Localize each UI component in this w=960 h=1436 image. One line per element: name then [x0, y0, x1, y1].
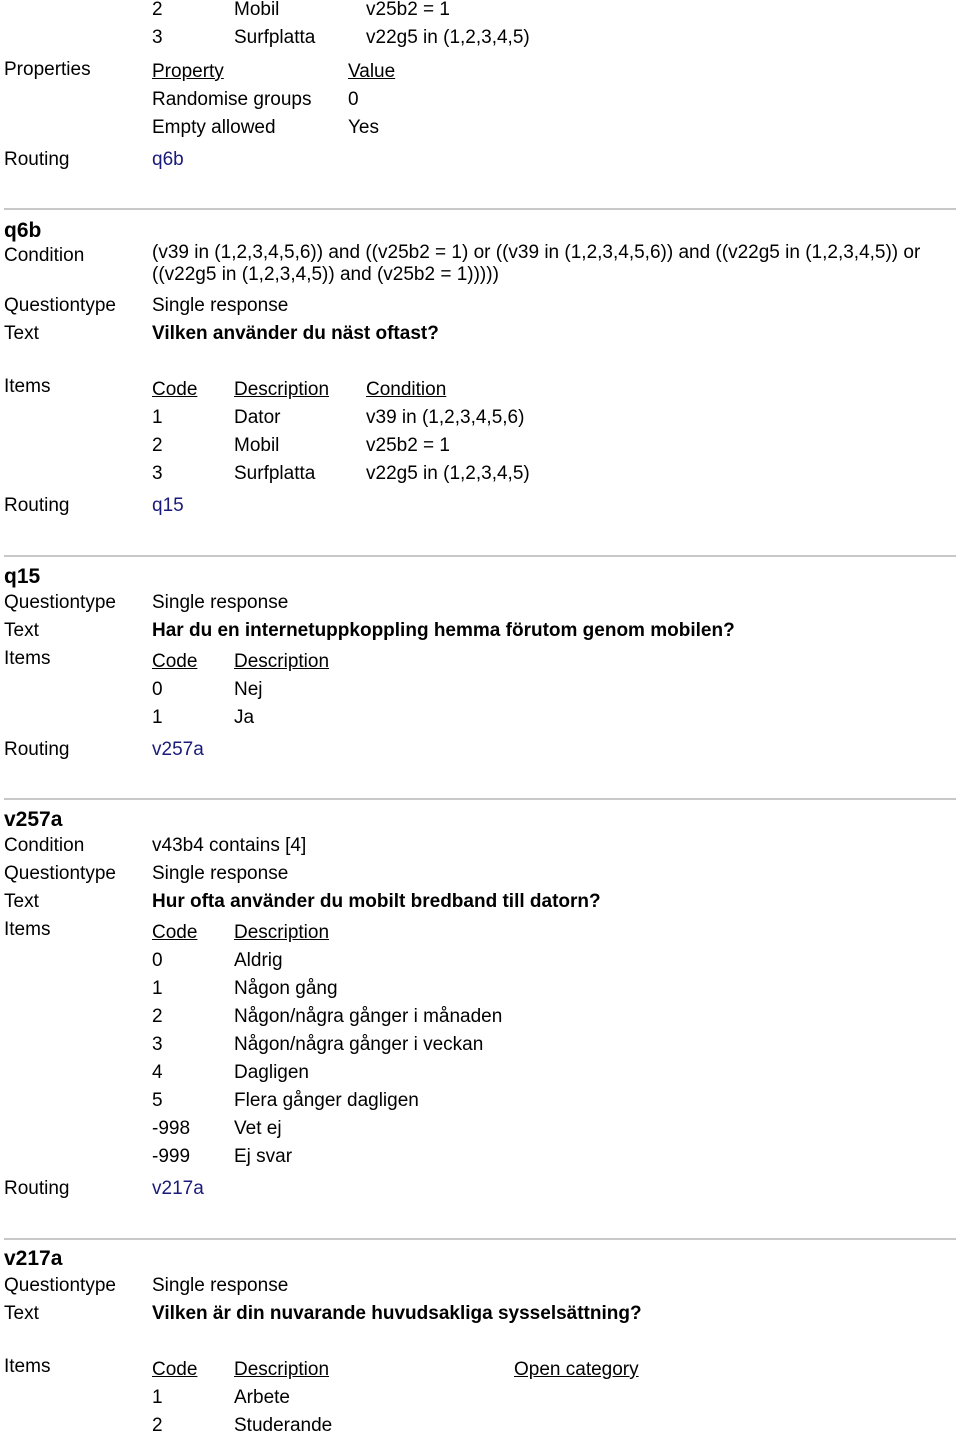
question-id: v217a: [4, 1247, 63, 1270]
item-code: 1: [152, 407, 163, 428]
text-label: Text: [4, 620, 39, 641]
item-description: Surfplatta: [234, 27, 316, 48]
property-name: Empty allowed: [152, 117, 276, 138]
item-code: 1: [152, 978, 163, 999]
section-divider: [4, 1238, 956, 1240]
property-value: 0: [348, 89, 359, 110]
item-description: Nej: [234, 679, 263, 700]
item-code: 1: [152, 1387, 163, 1408]
item-description: Dator: [234, 407, 281, 428]
questiontype-value: Single response: [152, 1275, 289, 1296]
routing-link[interactable]: q6b: [152, 149, 184, 170]
code-column-header: Code: [152, 651, 198, 672]
item-code: 0: [152, 679, 163, 700]
questiontype-value: Single response: [152, 295, 289, 316]
question-text: Har du en internetuppkoppling hemma förutom genom mobilen?: [152, 620, 735, 641]
condition-value: v43b4 contains [4]: [152, 835, 307, 856]
code-column-header: Code: [152, 1359, 198, 1380]
value-column-header: Value: [348, 61, 396, 82]
text-label: Text: [4, 891, 39, 912]
item-description: Arbete: [234, 1387, 290, 1408]
item-condition: v22g5 in (1,2,3,4,5): [366, 27, 530, 48]
items-label: Items: [4, 919, 51, 940]
text-label: Text: [4, 323, 39, 344]
items-label: Items: [4, 648, 51, 669]
condition-column-header: Condition: [366, 379, 447, 400]
item-code: 0: [152, 950, 163, 971]
questiontype-value: Single response: [152, 592, 289, 613]
items-label: Items: [4, 1356, 51, 1377]
item-description: Någon/några gånger i veckan: [234, 1034, 484, 1055]
questiontype-value: Single response: [152, 863, 289, 884]
text-label: Text: [4, 1303, 39, 1324]
routing-label: Routing: [4, 1178, 70, 1199]
item-description: Aldrig: [234, 950, 283, 971]
item-code: 3: [152, 27, 163, 48]
routing-link[interactable]: v257a: [152, 739, 204, 760]
routing-link[interactable]: v217a: [152, 1178, 204, 1199]
code-column-header: Code: [152, 379, 198, 400]
questiontype-label: Questiontype: [4, 592, 116, 613]
item-description: Någon gång: [234, 978, 338, 999]
property-name: Randomise groups: [152, 89, 312, 110]
condition-value: (v39 in (1,2,3,4,5,6)) and ((v25b2 = 1) or ((v39 in (1,2,3,4,5,6)) and ((v22g5 in (1,2,3,4,5)) or ((v22g5 in (1,2,3,4,5)) and (v25b2 = 1))))): [152, 242, 921, 285]
item-description: Ej svar: [234, 1146, 293, 1167]
properties-label: Properties: [4, 59, 91, 80]
item-code: 5: [152, 1090, 163, 1111]
item-code: 2: [152, 0, 163, 20]
question-text: Vilken använder du näst oftast?: [152, 323, 439, 344]
question-id: q15: [4, 565, 41, 588]
item-description: Ja: [234, 707, 255, 728]
item-description: Vet ej: [234, 1118, 282, 1139]
item-code: -999: [152, 1146, 191, 1167]
questiontype-label: Questiontype: [4, 1275, 116, 1296]
item-description: Mobil: [234, 435, 280, 456]
question-id: v257a: [4, 808, 63, 831]
routing-link[interactable]: q15: [152, 495, 184, 516]
item-description: Flera gånger dagligen: [234, 1090, 419, 1111]
routing-label: Routing: [4, 149, 70, 170]
item-code: 4: [152, 1062, 163, 1083]
question-text: Vilken är din nuvarande huvudsakliga sysselsättning?: [152, 1303, 642, 1324]
item-description: Studerande: [234, 1415, 333, 1436]
section-divider: [4, 208, 956, 210]
item-description: Dagligen: [234, 1062, 309, 1083]
item-condition: v25b2 = 1: [366, 0, 450, 20]
questiontype-label: Questiontype: [4, 295, 116, 316]
open-category-column-header: Open category: [514, 1359, 639, 1380]
item-description: Någon/några gånger i månaden: [234, 1006, 503, 1027]
item-condition: v25b2 = 1: [366, 435, 450, 456]
item-code: 1: [152, 707, 163, 728]
question-id: q6b: [4, 219, 42, 242]
item-code: 2: [152, 1006, 163, 1027]
description-column-header: Description: [234, 651, 330, 672]
section-divider: [4, 798, 956, 800]
section-divider: [4, 555, 956, 557]
item-condition: v39 in (1,2,3,4,5,6): [366, 407, 525, 428]
property-value: Yes: [348, 117, 379, 138]
property-column-header: Property: [152, 61, 224, 82]
item-condition: v22g5 in (1,2,3,4,5): [366, 463, 530, 484]
item-description: Mobil: [234, 0, 280, 20]
description-column-header: Description: [234, 379, 330, 400]
item-code: 2: [152, 1415, 163, 1436]
item-description: Surfplatta: [234, 463, 316, 484]
items-label: Items: [4, 376, 51, 397]
question-text: Hur ofta använder du mobilt bredband till datorn?: [152, 891, 601, 912]
questiontype-label: Questiontype: [4, 863, 116, 884]
item-code: 3: [152, 463, 163, 484]
item-code: 3: [152, 1034, 163, 1055]
item-code: -998: [152, 1118, 191, 1139]
routing-label: Routing: [4, 739, 70, 760]
item-code: 2: [152, 435, 163, 456]
condition-label: Condition: [4, 835, 85, 856]
description-column-header: Description: [234, 1359, 330, 1380]
description-column-header: Description: [234, 922, 330, 943]
code-column-header: Code: [152, 922, 198, 943]
routing-label: Routing: [4, 495, 70, 516]
condition-label: Condition: [4, 245, 85, 266]
